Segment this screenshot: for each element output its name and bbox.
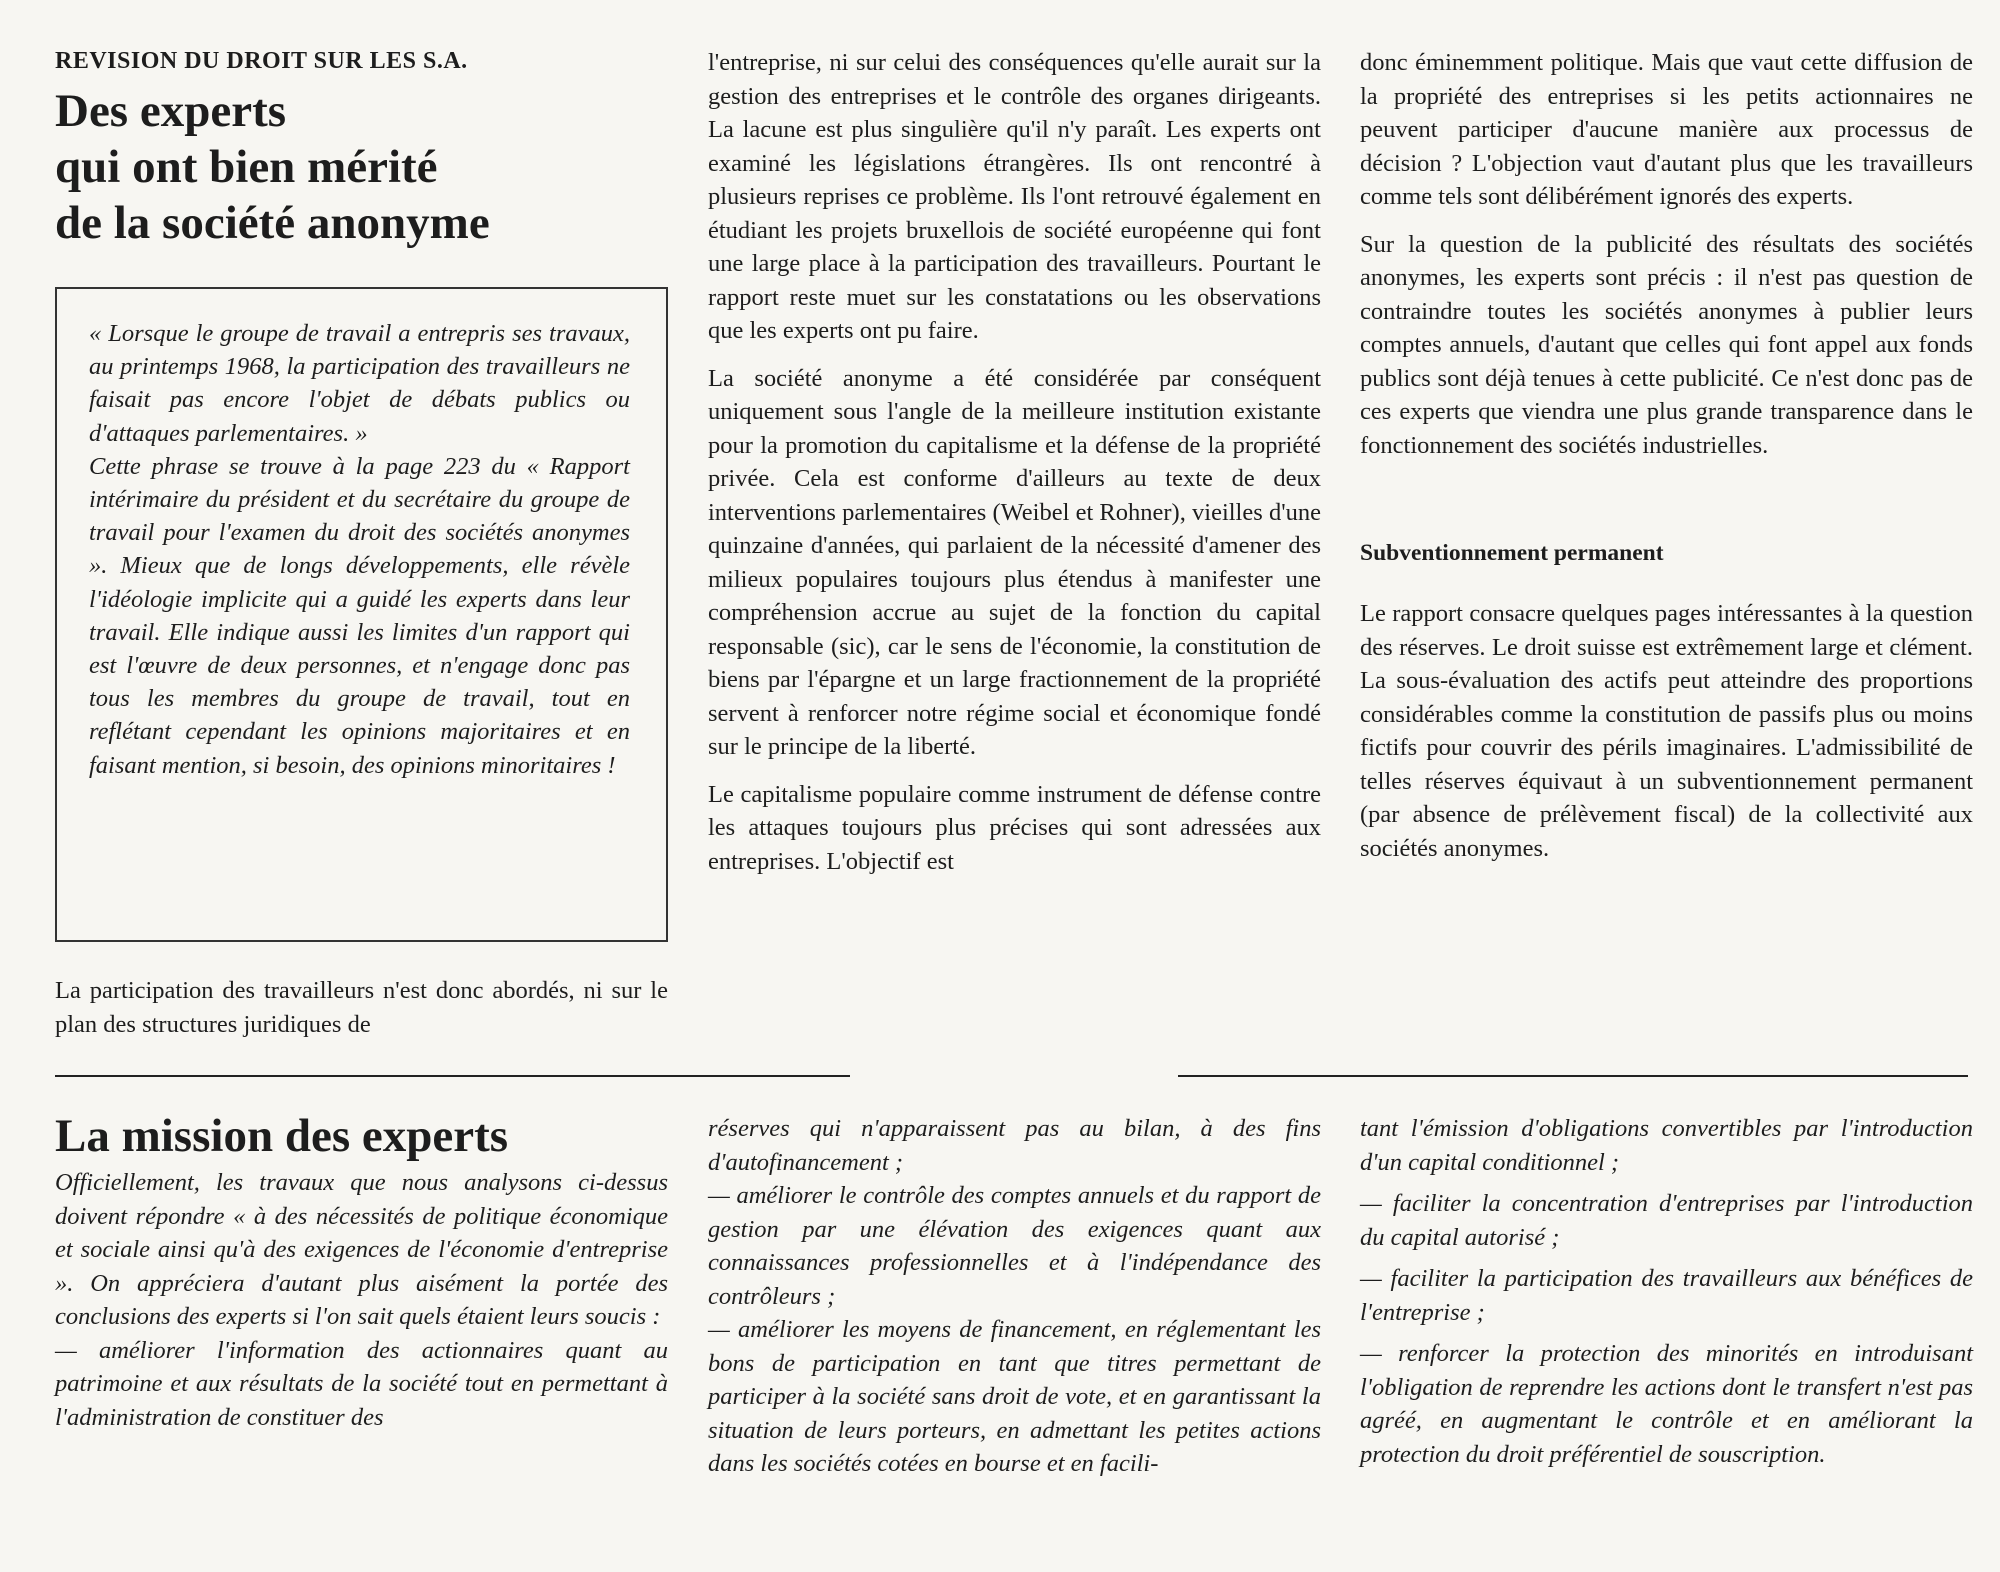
subhead: Subventionnement permanent — [1360, 540, 1664, 566]
list-item: réserves qui n'apparaissent pas au bilan, à des fins d'autofinancement ; — [708, 1115, 1321, 1176]
paragraph: Sur la question de la publicité des résultats des sociétés anonymes, les experts sont précis : il n'est pas question de contraindre toutes les sociétés anonymes à publier leurs comptes annuels, d'autant que celles qui font appel aux fonds publics sont déjà tenues à cette publicité. Ce n'est donc pas de ces experts que viendra une plus grande transparence dans le fonctionnement des sociétés industrielles. — [1360, 230, 1973, 459]
box-quote: « Lorsque le groupe de travail a entrepris ses travaux, au printemps 1968, la participation des travailleurs ne faisait pas encore l'objet de débats publics ou d'attaques parlementaires. » — [89, 320, 630, 447]
list-item: — améliorer le contrôle des comptes annuels et du rapport de gestion par une élévation des exigences quant aux connaissances professionnelles et à l'indépendance des contrôleurs ; — [708, 1182, 1321, 1310]
headline — [55, 83, 668, 251]
article2-headline: La mission des experts — [55, 1110, 509, 1162]
paragraph: Le rapport consacre quelques pages intéressantes à la question des réserves. Le droit suisse est extrêmement large et clément. La sous-évaluation des actifs peut atteindre des proportions considérables comme la constitution de passifs plus ou moins fictifs pour couvrir des périls imaginaires. L'admissibilité de telles réserves équivaut à un subventionnement permanent (par absence de prélèvement fiscal) de la collectivité aux sociétés anonymes. — [1360, 600, 1973, 862]
divider-left — [55, 1075, 850, 1077]
paragraph: l'entreprise, ni sur celui des conséquences qu'elle aurait sur la gestion des entreprises et le contrôle des organes dirigeants. La lacune est plus singulière qu'il n'y paraît. Les experts ont examiné les législations étrangères. Ils ont rencontré à plusieurs reprises ce problème. Ils l'ont retrouvé également en étudiant les projets bruxellois de société européenne qui font une large place à la participation des travailleurs. Pourtant le rapport reste muet sur les constatations ou les observations que les experts ont pu faire. — [708, 49, 1321, 344]
box-text: Cette phrase se trouve à la page 223 du « Rapport intérimaire du président et du secrétaire du groupe de travail pour l'examen du droit des sociétés anonymes ». Mieux que de longs développements, elle révèle l'idéologie implicite qui a guidé les experts dans leur travail. Elle indique aussi les limites d'un rapport qui est l'œuvre de deux personnes, et n'engage donc pas tous les membres du groupe de travail, tout en reflétant cependant les opinions majoritaires et en faisant mention, si besoin, des opinions minoritaires ! — [89, 452, 630, 779]
divider-right — [1178, 1075, 1968, 1077]
headline-line-3: de la société anonyme — [55, 197, 490, 249]
list-item: — faciliter la participation des travailleurs aux bénéfices de l'entreprise ; — [1360, 1265, 1973, 1326]
paragraph: donc éminemment politique. Mais que vaut cette diffusion de la propriété des entreprises si les petits actionnaires ne peuvent participer d'aucune manière aux processus de décision ? L'objection vaut d'autant plus que les travailleurs comme tels sont délibérément ignorés des experts. — [1360, 49, 1973, 210]
article2-column-1 — [55, 1108, 668, 1434]
paragraph: La participation des travailleurs n'est donc abordés, ni sur le plan des structures juridiques de — [55, 977, 668, 1038]
article2-column-2 — [708, 1112, 1321, 1481]
article1-column-1 — [55, 48, 668, 251]
quote-box — [55, 287, 668, 942]
headline-line-2: qui ont bien mérité — [55, 141, 438, 193]
list-item: — faciliter la concentration d'entreprises par l'introduction du capital autorisé ; — [1360, 1190, 1973, 1251]
headline-line-1: Des experts — [55, 85, 287, 137]
list-item: — renforcer la protection des minorités en introduisant l'obligation de reprendre les actions dont le transfert n'est pas agréé, en augmentant le contrôle et en améliorant la protection du droit préférentiel de souscription. — [1360, 1340, 1973, 1468]
article1-column-2 — [708, 46, 1321, 878]
list-item: tant l'émission d'obligations convertibles par l'introduction d'un capital conditionnel ; — [1360, 1115, 1973, 1176]
kicker: REVISION DU DROIT SUR LES S.A. — [55, 48, 468, 74]
paragraph: Officiellement, les travaux que nous analysons ci-dessus doivent répondre « à des nécessités de politique économique et sociale ainsi qu'à des exigences de l'économie d'entreprise ». On appréciera d'autant plus aisément la portée des conclusions des experts si l'on sait quels étaient leurs soucis : — [55, 1169, 668, 1330]
list-item: — améliorer l'information des actionnaires quant au patrimoine et aux résultats de la société tout en permettant à l'administration de constituer des — [55, 1336, 668, 1431]
article2-column-3 — [1360, 1112, 1973, 1471]
article1-column-1-bottom — [55, 974, 668, 1041]
paragraph: Le capitalisme populaire comme instrument de défense contre les attaques toujours plus précises qui sont adressées aux entreprises. L'objectif est — [708, 780, 1321, 875]
article1-column-3 — [1360, 46, 1973, 865]
list-item: — améliorer les moyens de financement, en réglementant les bons de participation en tant que titres permettant de participer à la société sans droit de vote, et en garantissant la situation de leurs porteurs, en admettant les petites actions dans les sociétés cotées en bourse et en facili- — [708, 1316, 1321, 1477]
paragraph: La société anonyme a été considérée par conséquent uniquement sous l'angle de la meilleure institution existante pour la promotion du capitalisme et la défense de la propriété privée. Cela est conforme d'ailleurs au texte de deux interventions parlementaires (Weibel et Rohner), vieilles d'une quinzaine d'années, qui parlaient de la nécessité d'amener des milieux populaires toujours plus étendus à manifester une compréhension accrue au sujet de la fonction du capital responsable (sic), car le sens de l'économie, la constitution de biens par l'épargne et un large fractionnement de la propriété servent à renforcer notre régime social et économique fondé sur le principe de la liberté. — [708, 364, 1321, 760]
